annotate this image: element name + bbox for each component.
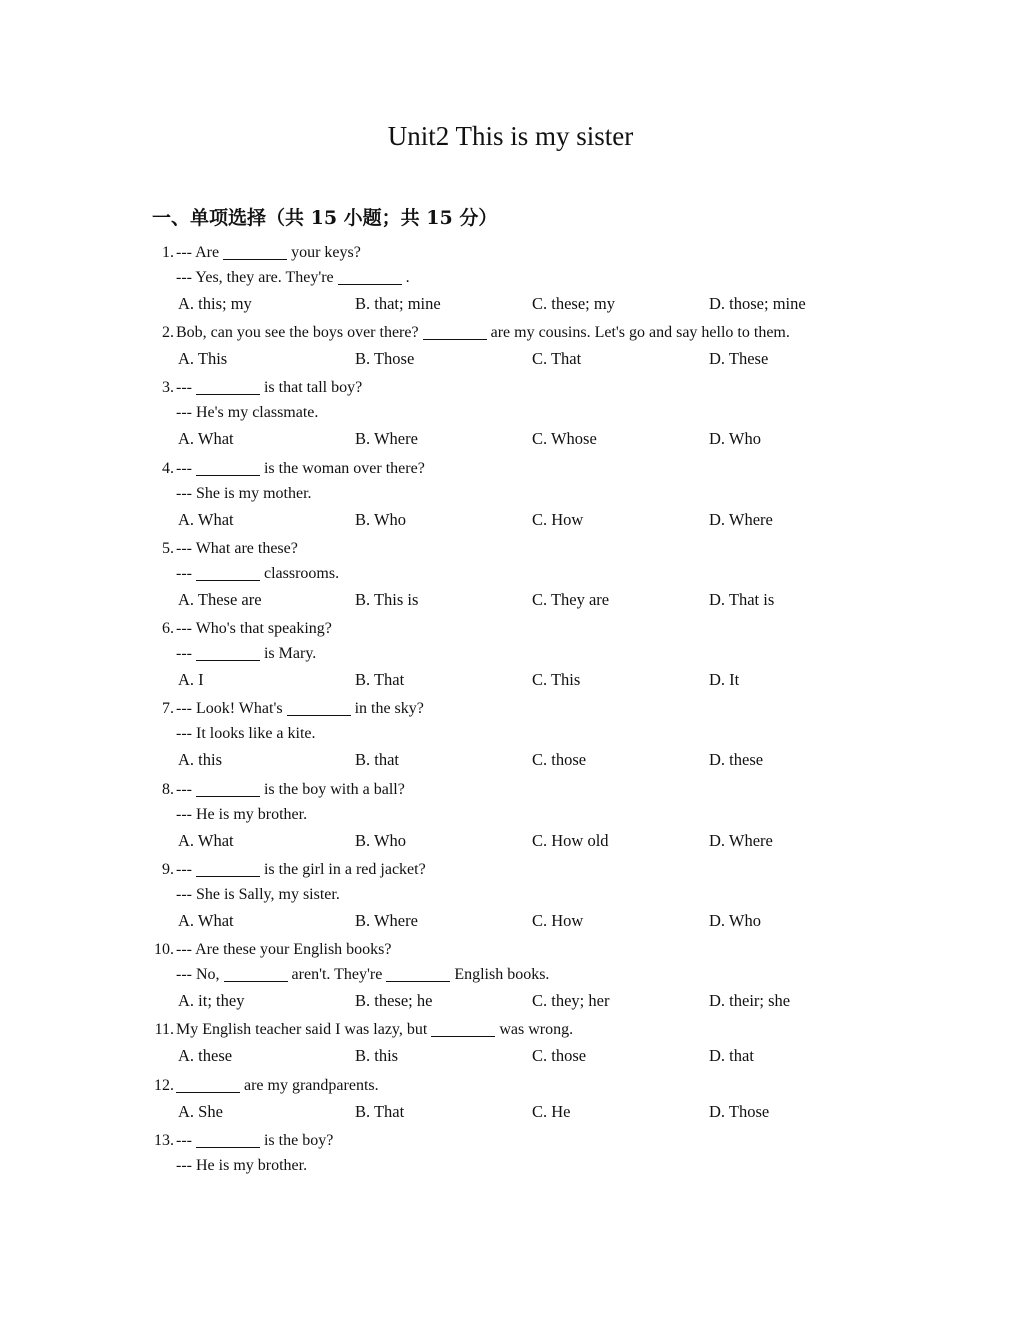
answer-blank: [176, 1076, 240, 1093]
answer-option-d: D. that: [709, 1046, 754, 1065]
question-text-segment: is that tall boy?: [259, 379, 363, 396]
answer-option-d: D. That is: [709, 590, 775, 609]
question-text-segment: --- What are these?: [176, 540, 298, 557]
answer-option-c: C. those: [532, 1046, 587, 1065]
answer-option-b: B. Where: [355, 911, 418, 930]
question-text: [176, 802, 307, 827]
answer-option-a: A. What: [178, 831, 234, 850]
question-11: [152, 1017, 852, 1069]
question-number: 10.: [154, 941, 174, 958]
question-line: [152, 1128, 852, 1153]
answer-option-c: C. How: [532, 911, 584, 930]
question-text-segment: Bob, can you see the boys over there?: [176, 324, 423, 341]
answer-option-d: D. Who: [709, 911, 761, 930]
answer-option-a: A. this; my: [178, 294, 252, 313]
question-text: [176, 857, 426, 882]
answer-blank: [196, 644, 260, 661]
answer-option-c: C. How: [532, 510, 584, 529]
answer-options: [152, 425, 852, 452]
question-line: [152, 1073, 852, 1098]
answer-blank: [338, 268, 402, 285]
question-text: [176, 696, 424, 721]
question-text-segment: ---: [176, 645, 196, 662]
question-line: [152, 1017, 852, 1042]
question-text: [176, 456, 425, 481]
question-text: [176, 536, 298, 561]
question-text-segment: --- He is my brother.: [176, 806, 308, 823]
answer-options: [152, 666, 852, 693]
question-text-segment: ---: [176, 379, 196, 396]
answer-blank: [196, 1131, 260, 1148]
answer-option-a: A. She: [178, 1102, 223, 1121]
question-text: [176, 240, 361, 265]
question-text: [176, 265, 410, 290]
answer-option-d: D. these: [709, 750, 764, 769]
answer-option-d: D. their; she: [709, 991, 791, 1010]
question-text-segment: --- Look! What's: [176, 700, 287, 717]
question-text-segment: My English teacher said I was lazy, but: [176, 1021, 432, 1038]
question-number: 8.: [162, 781, 174, 798]
answer-blank: [196, 564, 260, 581]
question-text: [176, 1017, 573, 1042]
question-text: [176, 882, 340, 907]
answer-options: [152, 290, 852, 317]
answer-option-b: B. this: [355, 1046, 399, 1065]
question-text-segment: --- He is my brother.: [176, 1157, 308, 1174]
answer-blank: [287, 699, 351, 716]
question-text-segment: --- Yes, they are. They're: [176, 269, 338, 286]
question-line: [152, 1153, 852, 1178]
question-line: [152, 962, 852, 987]
question-text: [176, 721, 316, 746]
answer-options: [152, 506, 852, 533]
question-3: [152, 375, 852, 452]
question-text: [176, 641, 316, 666]
question-text-segment: are my cousins. Let's go and say hello to them.: [486, 324, 790, 341]
question-line: [152, 240, 852, 265]
question-text-segment: in the sky?: [350, 700, 424, 717]
question-line: [152, 641, 852, 666]
answer-blank: [196, 860, 260, 877]
answer-option-a: A. it; they: [178, 991, 245, 1010]
answer-option-b: B. these; he: [355, 991, 433, 1010]
question-text: [176, 481, 312, 506]
question-line: [152, 265, 852, 290]
question-text-segment: English books.: [450, 966, 550, 983]
answer-option-a: A. These are: [178, 590, 262, 609]
question-number: 5.: [162, 540, 174, 557]
question-text-segment: --- It looks like a kite.: [176, 725, 316, 742]
question-text-segment: --- She is my mother.: [176, 485, 312, 502]
question-line: [152, 721, 852, 746]
question-text-segment: --- Are: [176, 244, 224, 261]
answer-option-b: B. that: [355, 750, 399, 769]
answer-option-d: D. those; mine: [709, 294, 806, 313]
question-line: [152, 696, 852, 721]
question-4: [152, 456, 852, 533]
question-text: [176, 1073, 379, 1098]
answer-option-a: A. What: [178, 510, 234, 529]
answer-options: [152, 987, 852, 1014]
answer-blank: [196, 459, 260, 476]
question-line: [152, 320, 852, 345]
answer-option-c: C. That: [532, 349, 582, 368]
answer-options: [152, 586, 852, 613]
answer-option-b: B. Those: [355, 349, 415, 368]
question-line: [152, 536, 852, 561]
answer-option-c: C. they; her: [532, 991, 610, 1010]
question-1: [152, 240, 852, 317]
question-6: [152, 616, 852, 693]
question-text-segment: are my grandparents.: [240, 1077, 379, 1094]
answer-option-c: C. This: [532, 670, 581, 689]
answer-option-b: B. Where: [355, 429, 418, 448]
question-text-segment: --- She is Sally, my sister.: [176, 886, 340, 903]
answer-blank: [223, 243, 287, 260]
answer-option-a: A. What: [178, 911, 234, 930]
answer-option-a: A. What: [178, 429, 234, 448]
answer-options: [152, 827, 852, 854]
question-text-segment: ---: [176, 861, 196, 878]
answer-options: [152, 345, 852, 372]
answer-option-c: C. They are: [532, 590, 610, 609]
question-number: 7.: [162, 700, 174, 717]
question-number: 2.: [162, 324, 174, 341]
question-text-segment: .: [401, 269, 410, 286]
answer-option-d: D. It: [709, 670, 740, 689]
answer-option-c: C. those: [532, 750, 587, 769]
question-text-segment: is the boy?: [259, 1132, 334, 1149]
answer-option-c: C. He: [532, 1102, 571, 1121]
answer-option-d: D. These: [709, 349, 769, 368]
question-line: [152, 481, 852, 506]
question-number: 11.: [154, 1021, 174, 1038]
answer-option-d: D. Where: [709, 831, 773, 850]
question-text-segment: --- Are these your English books?: [176, 941, 392, 958]
section-heading: 一、单项选择（共 15 小题；共 15 分）: [152, 207, 498, 229]
question-line: [152, 456, 852, 481]
question-text-segment: is the woman over there?: [259, 460, 425, 477]
answer-option-b: B. That: [355, 670, 405, 689]
question-text-segment: ---: [176, 1132, 196, 1149]
answer-option-b: B. That: [355, 1102, 405, 1121]
answer-option-d: D. Those: [709, 1102, 770, 1121]
question-line: [152, 375, 852, 400]
answer-option-b: B. Who: [355, 510, 407, 529]
question-7: [152, 696, 852, 773]
question-text-segment: was wrong.: [495, 1021, 574, 1038]
answer-option-a: A. I: [178, 670, 204, 689]
question-text: [176, 400, 318, 425]
question-line: [152, 616, 852, 641]
question-line: [152, 400, 852, 425]
question-number: 12.: [154, 1077, 174, 1094]
answer-option-d: D. Who: [709, 429, 761, 448]
answer-option-d: D. Where: [709, 510, 773, 529]
question-12: [152, 1073, 852, 1125]
question-2: [152, 320, 852, 372]
question-line: [152, 882, 852, 907]
question-text-segment: is the girl in a red jacket?: [259, 861, 426, 878]
question-text: [176, 320, 790, 345]
question-number: 1.: [162, 244, 174, 261]
question-text: [176, 375, 362, 400]
question-text-segment: classrooms.: [259, 565, 340, 582]
answer-option-a: A. This: [178, 349, 228, 368]
question-text: [176, 561, 339, 586]
question-line: [152, 802, 852, 827]
question-text-segment: aren't. They're: [287, 966, 387, 983]
question-8: [152, 777, 852, 854]
question-text-segment: ---: [176, 565, 196, 582]
question-line: [152, 561, 852, 586]
question-line: [152, 857, 852, 882]
question-text: [176, 1128, 333, 1153]
question-number: 3.: [162, 379, 174, 396]
answer-options: [152, 1042, 852, 1069]
question-5: [152, 536, 852, 613]
question-9: [152, 857, 852, 934]
question-text: [176, 962, 549, 987]
question-line: [152, 777, 852, 802]
answer-options: [152, 746, 852, 773]
question-number: 13.: [154, 1132, 174, 1149]
question-text: [176, 937, 392, 962]
answer-option-c: C. these; my: [532, 294, 615, 313]
question-text-segment: --- No,: [176, 966, 224, 983]
page-title: Unit2 This is my sister: [387, 121, 634, 151]
question-text: [176, 616, 332, 641]
question-line: [152, 937, 852, 962]
question-number: 6.: [162, 620, 174, 637]
question-text-segment: your keys?: [287, 244, 361, 261]
question-10: [152, 937, 852, 1014]
answer-option-a: A. this: [178, 750, 223, 769]
question-text-segment: is the boy with a ball?: [259, 781, 405, 798]
answer-option-b: B. This is: [355, 590, 419, 609]
question-number: 4.: [162, 460, 174, 477]
answer-options: [152, 907, 852, 934]
question-text-segment: --- Who's that speaking?: [176, 620, 332, 637]
answer-blank: [196, 780, 260, 797]
question-text-segment: is Mary.: [259, 645, 317, 662]
answer-blank: [423, 323, 487, 340]
question-text-segment: --- He's my classmate.: [176, 404, 319, 421]
question-text-segment: ---: [176, 781, 196, 798]
answer-blank: [431, 1020, 495, 1037]
question-number: 9.: [162, 861, 174, 878]
answer-blank: [386, 965, 450, 982]
question-text-segment: ---: [176, 460, 196, 477]
answer-options: [152, 1098, 852, 1125]
answer-option-b: B. that; mine: [355, 294, 441, 313]
answer-option-c: C. How old: [532, 831, 609, 850]
question-13: [152, 1128, 852, 1178]
question-text: [176, 1153, 307, 1178]
answer-option-c: C. Whose: [532, 429, 597, 448]
answer-option-b: B. Who: [355, 831, 407, 850]
question-text: [176, 777, 405, 802]
answer-blank: [196, 378, 260, 395]
answer-option-a: A. these: [178, 1046, 233, 1065]
answer-blank: [224, 965, 288, 982]
